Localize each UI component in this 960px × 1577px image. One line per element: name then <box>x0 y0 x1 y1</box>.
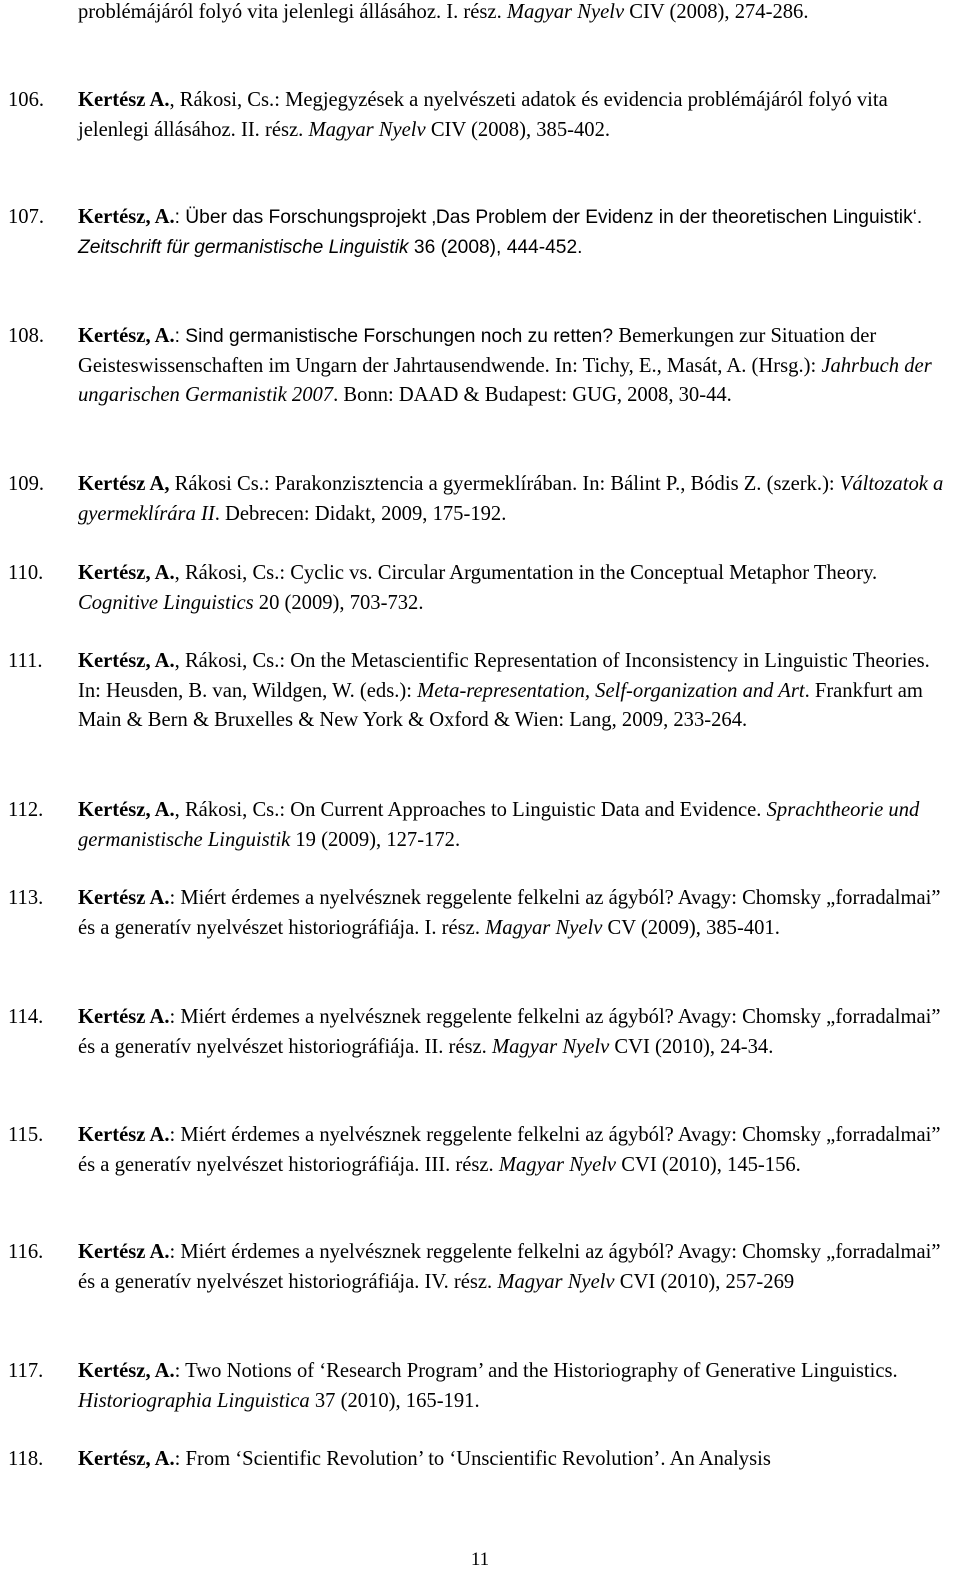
reference-details: , Rákosi, Cs.: Cyclic vs. Circular Argumentation in the Conceptual Metaphor Theory. <box>174 562 878 584</box>
reference-text <box>78 559 948 618</box>
reference-details: : Sind germanistische Forschungen noch zu retten? <box>174 326 619 347</box>
reference-text <box>78 1445 948 1475</box>
journal-title: Magyar Nyelv <box>497 1270 615 1293</box>
reference-citation: . Frankfurt am Main & Bern & Bruxelles & New York & Oxford & Wien: Lang, 2009, 233-264. <box>78 679 923 732</box>
reference-author: Kertész A, <box>78 473 170 495</box>
reference-number: 110. <box>8 562 44 584</box>
reference-citation: CVI (2010), 24-34. <box>609 1035 774 1058</box>
reference-number: 109. <box>8 473 45 495</box>
reference-citation: CV (2009), 385-401. <box>602 916 780 939</box>
reference-author: Kertész A. <box>78 887 170 909</box>
reference-number: 114. <box>8 1006 44 1028</box>
journal-title: Jahrbuch der ungarischen Germanistik 2007 <box>78 354 932 407</box>
reference-number: 117. <box>8 1360 44 1382</box>
reference-details: : From ‘Scientific Revolution’ to ‘Unscientific Revolution’. An Analysis <box>174 1448 771 1470</box>
journal-title: Sprachtheorie und germanistische Linguistik <box>78 799 920 851</box>
reference-author: Kertész, A. <box>78 1448 175 1470</box>
journal-title: Magyar Nyelv <box>491 1035 610 1058</box>
reference-text <box>78 1357 948 1416</box>
reference-text <box>78 1003 948 1062</box>
reference-author: Kertész, A. <box>78 799 175 821</box>
journal-title: Historiographia Linguistica <box>78 1389 310 1412</box>
page-number: 11 <box>470 1549 490 1570</box>
reference-author: Kertész, A. <box>78 650 175 672</box>
reference-author: Kertész A. <box>78 1124 170 1146</box>
reference-text <box>78 1121 948 1180</box>
reference-number: 116. <box>8 1241 44 1263</box>
continuation-text: problémájáról folyó vita jelenlegi állásához. I. rész. <box>78 1 507 23</box>
reference-details-more: Bemerkungen zur Situation der Geisteswissenschaften im Ungarn der Jahrtausendwende. In: Tichy, E., Masát, A. (Hrsg.): <box>78 325 877 377</box>
reference-number: 113. <box>8 887 44 909</box>
reference-author: Kertész, A. <box>78 325 175 347</box>
reference-text <box>78 1238 948 1297</box>
reference-author: Kertész, A. <box>78 562 175 584</box>
reference-details: , Rákosi, Cs.: On Current Approaches to Linguistic Data and Evidence. <box>174 799 767 821</box>
reference-number: 118. <box>8 1448 44 1470</box>
journal-title: Cognitive Linguistics <box>78 591 254 614</box>
reference-text <box>78 322 948 411</box>
reference-details: : Miért érdemes a nyelvésznek reggelente felkelni az ágyból? Avagy: Chomsky „forradalmai” és a generatív nyelvészet historiográfiája. IV. rész. <box>78 1241 941 1293</box>
journal-title: Zeitschrift für germanistische Linguistik <box>78 236 409 258</box>
reference-text <box>78 884 948 943</box>
reference-number: 115. <box>8 1124 44 1146</box>
reference-text <box>78 647 948 736</box>
reference-citation: 19 (2009), 127-172. <box>290 828 461 851</box>
reference-details: , Rákosi, Cs.: On the Metascientific Representation of Inconsistency in Linguistic Theories. In: Heusden, B. van, Wildgen, W. (eds.): <box>78 650 930 702</box>
reference-number: 106. <box>8 89 45 111</box>
reference-author: Kertész, A. <box>78 1360 175 1382</box>
reference-citation: CVI (2010), 257-269 <box>614 1270 795 1293</box>
reference-citation: 37 (2010), 165-191. <box>309 1389 480 1412</box>
reference-citation: 20 (2009), 703-732. <box>253 591 424 614</box>
reference-text <box>78 470 948 529</box>
journal-title: Magyar Nyelv <box>308 118 426 141</box>
journal-title: Magyar Nyelv <box>498 1153 617 1176</box>
reference-details: , Rákosi, Cs.: Megjegyzések a nyelvészeti adatok és evidencia problémájáról folyó vita jelenlegi állásához. II. rész. <box>78 89 888 141</box>
reference-author: Kertész A. <box>78 1241 170 1263</box>
reference-number: 108. <box>8 325 45 347</box>
reference-continuation <box>78 0 948 28</box>
reference-citation: CVI (2010), 145-156. <box>616 1153 801 1176</box>
reference-citation: . Bonn: DAAD & Budapest: GUG, 2008, 30-44. <box>333 384 732 407</box>
reference-author: Kertész A. <box>78 89 170 111</box>
continuation-citation: CIV (2008), 274-286. <box>624 1 809 23</box>
reference-author: Kertész A. <box>78 1006 170 1028</box>
reference-details: : Miért érdemes a nyelvésznek reggelente felkelni az ágyból? Avagy: Chomsky „forradalmai” és a generatív nyelvészet historiográfiája. I. rész. <box>78 887 941 939</box>
reference-text <box>78 203 948 262</box>
reference-citation: CIV (2008), 385-402. <box>425 118 611 141</box>
journal-title: Magyar Nyelv <box>506 1 625 23</box>
journal-title: Magyar Nyelv <box>485 916 603 939</box>
reference-details: : Über das Forschungsprojekt ‚Das Problem der Evidenz in der theoretischen Linguistik‘. <box>174 207 923 228</box>
journal-title: Meta-representation, Self-organization and Art <box>417 679 805 702</box>
reference-author: Kertész, A. <box>78 206 175 228</box>
reference-details: : Two Notions of ‘Research Program’ and the Historiography of Generative Linguistics. <box>174 1360 898 1382</box>
reference-number: 112. <box>8 799 44 821</box>
reference-citation: 36 (2008), 444-452. <box>408 236 583 258</box>
reference-details: : Miért érdemes a nyelvésznek reggelente felkelni az ágyból? Avagy: Chomsky „forradalmai” és a generatív nyelvészet historiográfiája. II. rész. <box>78 1006 941 1058</box>
reference-number: 107. <box>8 206 45 228</box>
reference-details: Rákosi Cs.: Parakonzisztencia a gyermeklírában. In: Bálint P., Bódis Z. (szerk.): <box>169 473 840 495</box>
journal-title: Változatok a gyermeklírára II <box>78 473 944 525</box>
reference-number: 111. <box>8 650 43 672</box>
reference-text <box>78 86 948 145</box>
reference-citation: . Debrecen: Didakt, 2009, 175-192. <box>214 502 507 525</box>
reference-details: : Miért érdemes a nyelvésznek reggelente felkelni az ágyból? Avagy: Chomsky „forradalmai” és a generatív nyelvészet historiográfiája. III. rész. <box>78 1124 941 1176</box>
reference-text <box>78 796 948 855</box>
